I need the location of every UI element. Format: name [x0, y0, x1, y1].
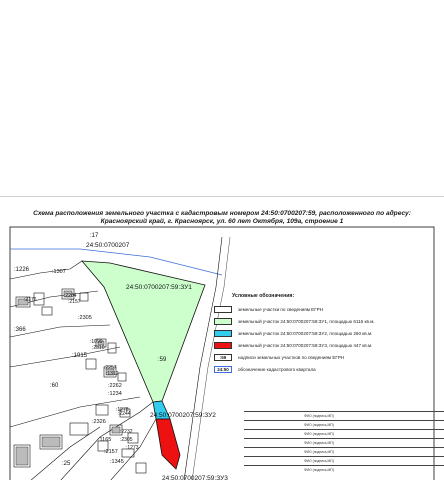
label-1273: :1273 [126, 445, 139, 451]
signature-text: ФИО (подпись,МП) [304, 441, 334, 445]
legend-text: земельные участки по сведениям ЕГРН [238, 306, 324, 312]
legend-item-zu3 [214, 341, 444, 350]
legend-item-zu1 [214, 317, 444, 326]
label-2232: :2232 [120, 429, 133, 435]
signature-line [244, 447, 444, 448]
plot-zu1 [82, 261, 205, 402]
label-2157b: :2157 [104, 449, 118, 455]
label-2244: :2244 [118, 411, 131, 417]
legend-item-quarter [214, 365, 444, 374]
label-2176: :2176 [24, 297, 37, 303]
legend-text: обозначение кадастрового квартала [238, 366, 316, 372]
label-2305: :2305 [78, 315, 92, 321]
legend-swatch-white [214, 306, 232, 313]
legend-swatch-quarter: 24:50 [214, 366, 232, 373]
label-zu3: 24:50:0700207:59:ЗУ3 [162, 475, 228, 480]
legend-swatch-label: :59 [214, 354, 232, 361]
signature-line [244, 429, 444, 430]
legend-item-labels [214, 353, 444, 362]
legend-swatch-cyan [214, 330, 232, 337]
signature-text: ФИО (подпись,МП) [304, 414, 334, 418]
signature-text: ФИО (подпись,МП) [304, 432, 334, 436]
label-zu1: 24:50:0700207:59:ЗУ1 [126, 284, 192, 291]
label-25: :25 [62, 461, 71, 467]
signature-line [244, 438, 444, 439]
label-2262: :2262 [108, 383, 122, 389]
label-1165: :1165 [98, 437, 112, 443]
legend-text: земельный участок 24:50:0700207:59:ЗУ1, площадью 6116 кв.м. [238, 318, 375, 324]
signature-line [244, 420, 444, 421]
scheme-title-line2: Красноярский край, г. Красноярск, ул. 60 лет Октября, 109а, строение 1 [100, 218, 344, 226]
label-60: :60 [50, 383, 59, 389]
legend-text: земельный участок 24:50:0700207:59:ЗУ2, площадью 260 кв.м. [238, 330, 373, 336]
label-1226: :1226 [14, 267, 30, 273]
label-quarter: 24:50:0700207 [86, 242, 130, 249]
label-2310: :2310 [92, 345, 105, 351]
label-1234: :1234 [108, 391, 122, 397]
label-59: :59 [158, 357, 167, 363]
label-366: :366 [14, 327, 26, 333]
label-1345: :1345 [110, 459, 124, 465]
signature-line [244, 456, 444, 457]
label-2305b: :2305 [120, 437, 133, 443]
signature-text: ФИО (подпись,МП) [304, 468, 334, 472]
signature-line [244, 411, 444, 412]
legend-item-zu2 [214, 329, 444, 338]
legend-text: земельный участок 24:50:0700207:59:ЗУ3, площадью 447 кв.м. [238, 342, 373, 348]
cadastral-scheme-sheet [0, 196, 444, 480]
legend-swatch-red [214, 342, 232, 349]
legend-text: надписи земельных участков по сведениям ЕГРН [238, 354, 345, 360]
label-1278: :1278 [116, 407, 129, 413]
label-2326: :2326 [92, 419, 106, 425]
label-1099: :1099 [90, 339, 103, 345]
signature-text: ФИО (подпись,МП) [304, 450, 334, 454]
label-2157: :2157 [68, 299, 81, 305]
legend-heading: Условные обозначения: [232, 293, 295, 299]
label-1307: :1307 [52, 269, 66, 275]
label-1915: :1915 [72, 353, 88, 359]
label-zu2: 24:50:0700207:59:ЗУ2 [150, 412, 216, 419]
label-17: :17 [90, 233, 99, 239]
scheme-title [20, 210, 424, 226]
label-2204: :2204 [64, 293, 77, 299]
legend-item-egrn [214, 305, 444, 314]
blank-area [0, 0, 444, 196]
signature-text: ФИО (подпись,МП) [304, 459, 334, 463]
plot-zu3 [156, 419, 180, 469]
label-2257: :2257 [104, 365, 117, 371]
signature-text: ФИО (подпись,МП) [304, 423, 334, 427]
signature-line [244, 465, 444, 466]
scheme-title-line1: Схема расположения земельного участка с кадастровым номером 24:50:0700207:59, расположенного по адресу: [33, 210, 411, 217]
label-1312: :1312 [106, 371, 119, 377]
legend-swatch-green [214, 318, 232, 325]
